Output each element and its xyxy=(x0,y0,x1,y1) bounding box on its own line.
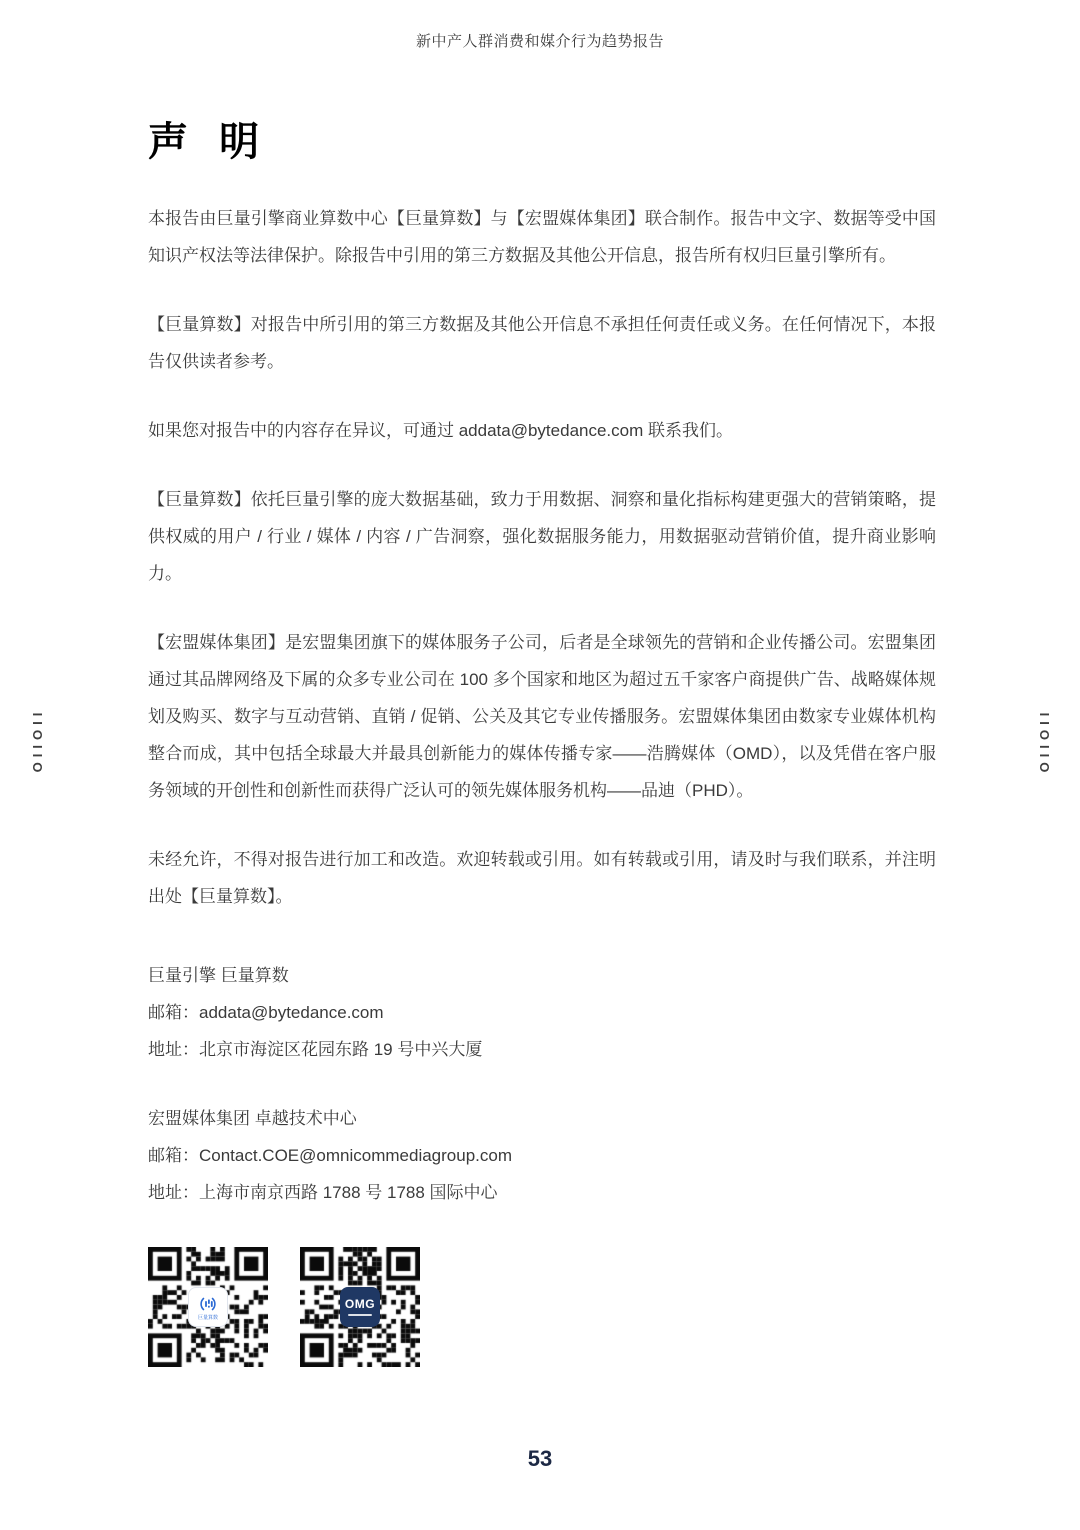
omg-logo-label: OMG xyxy=(344,1297,376,1311)
contact-title: 巨量引擎 巨量算数 xyxy=(148,966,289,985)
contact-email-line xyxy=(148,994,936,1031)
contact-address-line xyxy=(148,1174,936,1211)
report-title-header: 新中产人群消费和媒介行为趋势报告 xyxy=(415,33,664,50)
contacts-section xyxy=(148,957,936,1211)
statement-content xyxy=(148,118,936,1367)
email-value: Contact.COE@omnicommediagroup.com xyxy=(199,1146,512,1165)
paragraph-disclaimer: 【巨量算数】对报告中所引用的第三方数据及其他公开信息不承担任何责任或义务。在任何情况下，本报告仅供读者参考。 xyxy=(148,315,936,371)
left-binary-decoration: IIOIIO xyxy=(30,712,45,778)
contact-juliang xyxy=(148,957,936,1068)
qr-code-omg xyxy=(300,1247,420,1367)
qr-code-juliang-suanshu xyxy=(148,1247,268,1367)
email-label: 邮箱： xyxy=(148,1003,199,1022)
juliang-suanshu-logo-label: 巨量算数 xyxy=(197,1314,218,1321)
address-value: 上海市南京西路 1788 号 1788 国际中心 xyxy=(199,1183,498,1202)
paragraph-omg-intro: 【宏盟媒体集团】是宏盟集团旗下的媒体服务子公司，后者是全球领先的营销和企业传播公司。宏盟集团通过其品牌网络及下属的众多专业公司在 100 多个国家和地区为超过五千家客户商提供广告、战略媒体规划及购买、数字与互动营销、直销 / 促销、公关及其它专业传播服务。宏盟媒体集团由数家专业媒体机构整合而成，其中包括全球最大并最具创新能力的媒体传播专家——浩腾媒体（OMD），以及凭借在客户服务领域的开创性和创新性而获得广泛认可的领先媒体服务机构——品迪（PHD）。 xyxy=(148,633,936,800)
email-label: 邮箱： xyxy=(148,1146,199,1165)
contact-omg xyxy=(148,1100,936,1211)
address-label: 地址： xyxy=(148,1040,199,1059)
omg-logo-subline xyxy=(348,1314,372,1316)
paragraph-copyright: 本报告由巨量引擎商业算数中心【巨量算数】与【宏盟媒体集团】联合制作。报告中文字、数据等受中国知识产权法等法律保护。除报告中引用的第三方数据及其他公开信息，报告所有权归巨量引擎所有。 xyxy=(148,209,936,265)
paragraph-reuse-notice: 未经允许，不得对报告进行加工和改造。欢迎转载或引用。如有转载或引用，请及时与我们联系，并注明出处【巨量算数】。 xyxy=(148,850,936,906)
qr-code-row xyxy=(148,1247,936,1367)
omg-logo xyxy=(340,1287,380,1327)
contact-email-line xyxy=(148,1137,936,1174)
paragraph-juliang-intro: 【巨量算数】依托巨量引擎的庞大数据基础，致力于用数据、洞察和量化指标构建更强大的营销策略，提供权威的用户 / 行业 / 媒体 / 内容 / 广告洞察，强化数据服务能力，用数据驱动营销价值，提升商业影响力。 xyxy=(148,490,936,583)
juliang-suanshu-logo-icon xyxy=(198,1294,218,1314)
email-value: addata@bytedance.com xyxy=(199,1003,384,1022)
right-binary-decoration: IIOIIO xyxy=(1037,712,1052,778)
address-label: 地址： xyxy=(148,1183,199,1202)
page-title: 声 明 xyxy=(148,120,270,164)
contact-title: 宏盟媒体集团 卓越技术中心 xyxy=(148,1109,357,1128)
contact-address-line xyxy=(148,1031,936,1068)
address-value: 北京市海淀区花园东路 19 号中兴大厦 xyxy=(199,1040,483,1059)
page-number: 53 xyxy=(527,1446,553,1471)
juliang-suanshu-logo xyxy=(188,1287,228,1327)
paragraph-contact-objection: 如果您对报告中的内容存在异议，可通过 addata@bytedance.com 联系我们。 xyxy=(148,421,733,440)
